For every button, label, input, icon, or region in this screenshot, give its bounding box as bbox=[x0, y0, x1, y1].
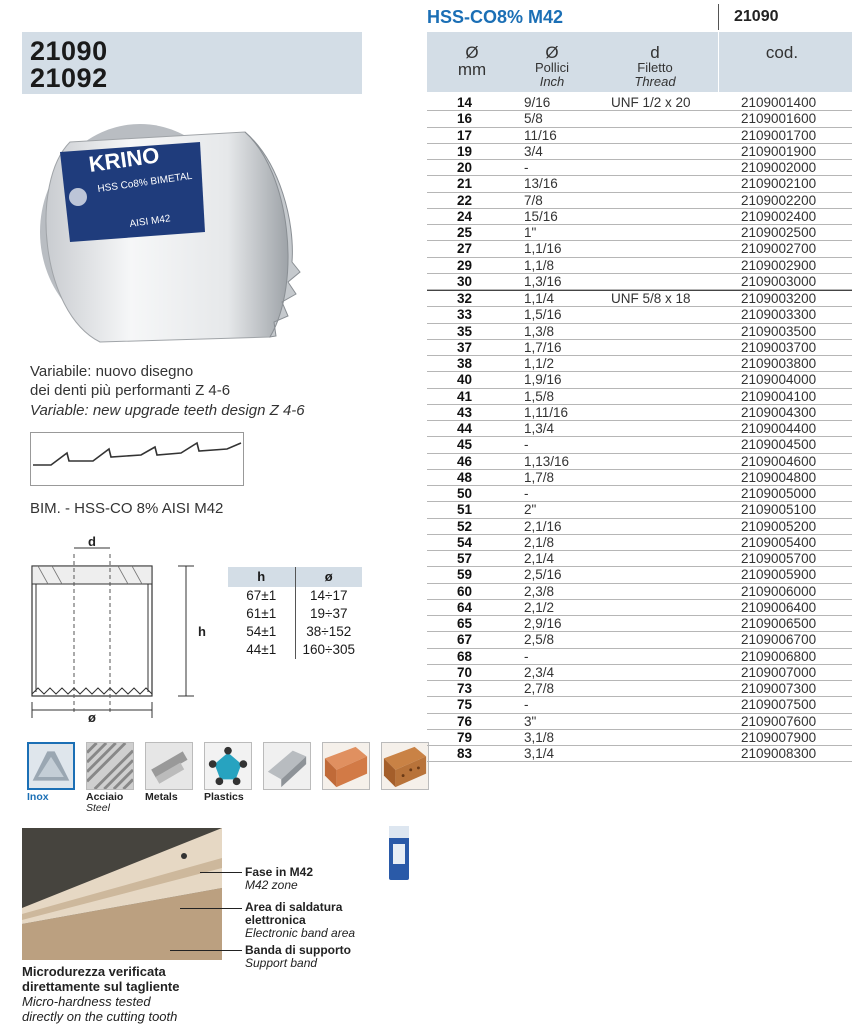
diameter-inch: 2,9/16 bbox=[524, 616, 562, 631]
dim-h: 44±1 bbox=[228, 641, 296, 659]
plastics-label: Plastics bbox=[204, 791, 244, 803]
note-band-area bbox=[245, 901, 355, 940]
dim-h: 67±1 bbox=[228, 587, 296, 605]
product-code: 2109006700 bbox=[741, 632, 817, 648]
product-code: 2109005100 bbox=[741, 502, 817, 518]
table-series-code: 21090 bbox=[734, 8, 779, 25]
product-code: 2109006800 bbox=[741, 648, 817, 664]
diameter-mm: 30 bbox=[457, 273, 473, 289]
dim-label-d: d bbox=[88, 534, 96, 549]
diameter-inch: 1,5/16 bbox=[524, 307, 562, 323]
micro-en-2: directly on the cutting tooth bbox=[22, 1009, 178, 1024]
header-c3-symbol: d bbox=[650, 43, 660, 62]
product-code-2: 21092 bbox=[30, 63, 108, 93]
product-code: 2109004800 bbox=[741, 469, 817, 485]
table-row bbox=[427, 405, 852, 421]
diameter-inch: 9/16 bbox=[524, 95, 551, 110]
diameter-mm: 70 bbox=[457, 664, 473, 680]
product-code: 2109002000 bbox=[741, 160, 817, 175]
diameter-mm: 75 bbox=[457, 697, 473, 713]
dim-range: 19÷37 bbox=[310, 606, 348, 621]
diameter-mm: 43 bbox=[457, 404, 473, 420]
product-code: 2109001400 bbox=[741, 95, 817, 110]
header-thread bbox=[597, 44, 713, 89]
chipboard-icon bbox=[381, 742, 429, 790]
header-diameter-mm bbox=[437, 44, 507, 78]
diameter-mm: 37 bbox=[457, 339, 473, 355]
diameter-mm: 64 bbox=[457, 599, 473, 615]
product-code: 2109002900 bbox=[741, 257, 817, 273]
product-code: 2109004000 bbox=[741, 372, 817, 388]
header-c3-en: Thread bbox=[634, 74, 676, 89]
table-row bbox=[427, 632, 852, 648]
product-code: 2109006500 bbox=[741, 616, 817, 631]
table-row bbox=[427, 665, 852, 681]
product-code: 2109005200 bbox=[741, 518, 817, 534]
blade-closeup-photo bbox=[22, 828, 222, 960]
header-divider bbox=[718, 32, 719, 92]
diameter-inch: 2,5/8 bbox=[524, 632, 555, 648]
table-row bbox=[427, 111, 852, 127]
teeth-description-en: Variable: new upgrade teeth design Z 4-6 bbox=[30, 402, 305, 419]
diameter-inch: 2,1/8 bbox=[524, 534, 555, 550]
table-row bbox=[427, 681, 852, 697]
table-row bbox=[427, 600, 852, 616]
brand-logo-text: KRINO bbox=[87, 142, 161, 177]
table-row bbox=[427, 746, 852, 762]
table-row bbox=[427, 567, 852, 583]
product-code: 2109003700 bbox=[741, 339, 817, 355]
diameter-mm: 73 bbox=[457, 681, 473, 696]
diameter-mm: 41 bbox=[457, 388, 473, 404]
diameter-mm: 44 bbox=[457, 421, 473, 436]
diameter-inch: 11/16 bbox=[524, 127, 557, 143]
steel-label-it: Acciaio bbox=[86, 791, 124, 803]
diameter-inch: 1" bbox=[524, 225, 537, 240]
product-code: 2109001900 bbox=[741, 143, 817, 159]
table-row bbox=[427, 454, 852, 470]
table-row bbox=[427, 649, 852, 665]
diameter-inch: 2,5/16 bbox=[524, 567, 562, 583]
table-row bbox=[427, 356, 852, 372]
table-row bbox=[427, 241, 852, 257]
diameter-mm: 51 bbox=[457, 502, 473, 518]
diameter-inch: 3" bbox=[524, 713, 537, 729]
product-code: 2109003000 bbox=[741, 273, 817, 289]
product-grade-text: AISI M42 bbox=[128, 213, 172, 230]
diameter-mm: 57 bbox=[457, 551, 473, 566]
table-row bbox=[427, 616, 852, 632]
diameter-inch: - bbox=[524, 160, 529, 175]
diameter-mm: 16 bbox=[457, 111, 473, 127]
diameter-inch: - bbox=[524, 486, 529, 501]
diameter-inch: 3/4 bbox=[524, 143, 543, 159]
diameter-mm: 67 bbox=[457, 632, 473, 648]
dim-h: 54±1 bbox=[228, 623, 296, 641]
diameter-mm: 60 bbox=[457, 583, 473, 599]
table-row bbox=[427, 730, 852, 746]
note-band-it-1: Area di saldatura bbox=[245, 900, 343, 914]
diameter-mm: 22 bbox=[457, 192, 473, 208]
product-code: 2109008300 bbox=[741, 746, 817, 761]
product-code: 2109007500 bbox=[741, 697, 817, 713]
diameter-inch: 1,1/4 bbox=[524, 291, 555, 306]
table-row bbox=[427, 160, 852, 176]
diameter-mm: 20 bbox=[457, 160, 473, 175]
header-c2-en: Inch bbox=[539, 74, 565, 89]
note-support-it: Banda di supporto bbox=[245, 943, 351, 957]
micro-it-1: Microdurezza verificata bbox=[22, 964, 166, 979]
product-code: 2109001600 bbox=[741, 111, 817, 127]
product-code: 2109004300 bbox=[741, 404, 817, 420]
inox-icon bbox=[27, 742, 75, 790]
steel-label bbox=[86, 792, 123, 814]
thread: UNF 1/2 x 20 bbox=[611, 95, 691, 110]
package-icon bbox=[385, 822, 413, 882]
product-code: 2109002200 bbox=[741, 192, 817, 208]
dimension-table bbox=[228, 567, 362, 659]
teeth-profile-diagram bbox=[30, 432, 244, 486]
diameter-inch: 1,13/16 bbox=[524, 453, 570, 469]
diameter-mm: 27 bbox=[457, 241, 473, 257]
table-row bbox=[427, 389, 852, 405]
diameter-inch: 1,3/8 bbox=[524, 323, 555, 339]
steel-label-en: Steel bbox=[86, 802, 110, 814]
table-row bbox=[427, 290, 852, 307]
hole-saw-image bbox=[30, 112, 310, 352]
product-code: 2109002700 bbox=[741, 241, 817, 257]
header-c2-it: Pollici bbox=[535, 60, 569, 75]
product-code: 2109003800 bbox=[741, 356, 817, 371]
note-support-en: Support band bbox=[245, 956, 318, 970]
dimension-drawing bbox=[22, 532, 222, 722]
product-code: 2109001700 bbox=[741, 127, 817, 143]
dim-h: 61±1 bbox=[228, 605, 296, 623]
table-row bbox=[427, 437, 852, 453]
diameter-mm: 76 bbox=[457, 713, 473, 729]
product-code: 2109004500 bbox=[741, 437, 817, 453]
diameter-inch: 3,1/8 bbox=[524, 729, 555, 745]
dim-range: 14÷17 bbox=[310, 588, 348, 603]
table-row bbox=[427, 209, 852, 225]
table-row bbox=[427, 176, 852, 192]
dimension-row bbox=[228, 623, 362, 641]
material-spec: BIM. - HSS-CO 8% AISI M42 bbox=[30, 500, 224, 517]
note-m42-zone-en: M42 zone bbox=[245, 878, 298, 892]
diameter-inch: - bbox=[524, 437, 529, 453]
product-code: 2109004100 bbox=[741, 388, 817, 404]
diameter-inch: 5/8 bbox=[524, 111, 543, 127]
dim-header-diameter: ø bbox=[324, 569, 333, 584]
product-code: 2109004600 bbox=[741, 453, 817, 469]
dimension-row bbox=[228, 605, 362, 623]
table-title: HSS-CO8% M42 bbox=[427, 7, 564, 27]
aluminium-profile-icon bbox=[263, 742, 311, 790]
diameter-mm: 46 bbox=[457, 453, 473, 469]
table-row bbox=[427, 519, 852, 535]
dim-header-h: h bbox=[228, 567, 296, 587]
dim-range: 160÷305 bbox=[302, 642, 355, 657]
header-c4: cod. bbox=[765, 43, 799, 62]
diameter-inch: 1,3/16 bbox=[524, 273, 562, 289]
product-code: 2109007600 bbox=[741, 713, 817, 729]
table-row bbox=[427, 324, 852, 340]
diameter-mm: 48 bbox=[457, 469, 473, 485]
dim-label-diameter: ø bbox=[88, 710, 96, 722]
diameter-mm: 35 bbox=[457, 323, 473, 339]
diameter-inch: 1,7/16 bbox=[524, 339, 562, 355]
diameter-inch: 15/16 bbox=[524, 208, 558, 224]
dimension-row bbox=[228, 641, 362, 659]
diameter-inch: 1,7/8 bbox=[524, 469, 555, 485]
dimension-table-header bbox=[228, 567, 362, 587]
note-support-band bbox=[245, 944, 351, 970]
desc-it-line1: Variabile: nuovo disegno bbox=[30, 363, 194, 380]
plastics-icon bbox=[204, 742, 252, 790]
table-row bbox=[427, 486, 852, 502]
note-m42-zone bbox=[245, 866, 313, 892]
note-m42-zone-it: Fase in M42 bbox=[245, 865, 314, 879]
product-code: 2109005700 bbox=[741, 551, 817, 566]
diameter-mm: 52 bbox=[457, 518, 473, 534]
title-separator bbox=[718, 4, 719, 30]
microhardness-note bbox=[22, 964, 179, 1024]
metals-label: Metals bbox=[145, 791, 178, 803]
product-code: 2109002400 bbox=[741, 208, 817, 224]
table-row bbox=[427, 697, 852, 713]
diameter-mm: 40 bbox=[457, 372, 473, 388]
diameter-mm: 83 bbox=[457, 746, 473, 761]
table-row bbox=[427, 502, 852, 518]
table-row bbox=[427, 95, 852, 111]
product-code: 2109006000 bbox=[741, 583, 817, 599]
dimension-row bbox=[228, 587, 362, 605]
table-row bbox=[427, 144, 852, 160]
note-band-en: Electronic band area bbox=[245, 926, 356, 940]
product-code: 2109003300 bbox=[741, 307, 817, 323]
inox-label: Inox bbox=[27, 791, 49, 803]
diameter-inch: 3,1/4 bbox=[524, 746, 555, 761]
product-code: 2109007900 bbox=[741, 729, 817, 745]
diameter-mm: 79 bbox=[457, 729, 473, 745]
wood-icon bbox=[322, 742, 370, 790]
product-code: 2109003500 bbox=[741, 323, 817, 339]
product-code: 2109005400 bbox=[741, 534, 817, 550]
diameter-mm: 68 bbox=[457, 648, 473, 664]
diameter-inch: 2,3/4 bbox=[524, 664, 555, 680]
table-row bbox=[427, 307, 852, 323]
table-row bbox=[427, 274, 852, 290]
diameter-mm: 32 bbox=[457, 291, 473, 306]
table-row bbox=[427, 551, 852, 567]
diameter-mm: 38 bbox=[457, 356, 473, 371]
diameter-inch: 1,3/4 bbox=[524, 421, 555, 436]
table-row bbox=[427, 128, 852, 144]
product-code: 2109003200 bbox=[741, 291, 817, 306]
diameter-inch: 13/16 bbox=[524, 176, 558, 192]
header-c3-it: Filetto bbox=[637, 60, 673, 75]
diameter-mm: 14 bbox=[457, 95, 473, 110]
product-code: 2109006400 bbox=[741, 599, 817, 615]
product-code: 2109005000 bbox=[741, 486, 817, 501]
note-band-it-2: elettronica bbox=[245, 913, 306, 927]
diameter-inch: 1,9/16 bbox=[524, 372, 562, 388]
diameter-mm: 19 bbox=[457, 143, 473, 159]
table-row bbox=[427, 714, 852, 730]
product-code: 2109007000 bbox=[741, 664, 817, 680]
diameter-mm: 50 bbox=[457, 486, 473, 501]
header-inch bbox=[507, 44, 597, 89]
product-code: 2109002100 bbox=[741, 176, 817, 192]
diameter-inch: - bbox=[524, 648, 529, 664]
table-row bbox=[427, 193, 852, 209]
diameter-inch: 2,7/8 bbox=[524, 681, 555, 696]
diameter-mm: 65 bbox=[457, 616, 473, 631]
table-row bbox=[427, 421, 852, 437]
diameter-mm: 54 bbox=[457, 534, 473, 550]
header-c1-unit: mm bbox=[457, 60, 487, 79]
diameter-mm: 45 bbox=[457, 437, 473, 453]
micro-en-1: Micro-hardness tested bbox=[22, 994, 151, 1009]
teeth-description-it bbox=[30, 362, 230, 400]
product-code: 2109005900 bbox=[741, 567, 817, 583]
table-row bbox=[427, 470, 852, 486]
diameter-inch: 2,1/16 bbox=[524, 518, 562, 534]
diameter-inch: 7/8 bbox=[524, 192, 543, 208]
table-row bbox=[427, 258, 852, 274]
header-c1-symbol: Ø bbox=[465, 43, 479, 62]
diameter-inch: 1,1/16 bbox=[524, 241, 562, 257]
table-row bbox=[427, 340, 852, 356]
diameter-inch: 1,1/2 bbox=[524, 356, 555, 371]
product-code: 2109002500 bbox=[741, 225, 817, 240]
diameter-inch: 2,1/2 bbox=[524, 599, 555, 615]
diameter-inch: 1,11/16 bbox=[524, 404, 569, 420]
diameter-mm: 24 bbox=[457, 208, 473, 224]
table-row bbox=[427, 225, 852, 241]
table-row bbox=[427, 584, 852, 600]
product-code: 2109004400 bbox=[741, 421, 817, 436]
dim-range: 38÷152 bbox=[306, 624, 352, 639]
diameter-inch: 1,1/8 bbox=[524, 257, 555, 273]
micro-it-2: direttamente sul tagliente bbox=[22, 979, 180, 994]
product-code-1: 21090 bbox=[30, 36, 108, 66]
diameter-mm: 59 bbox=[457, 567, 473, 583]
product-label-text: HSS Co8% BIMETAL bbox=[96, 170, 193, 195]
table-row bbox=[427, 372, 852, 388]
steel-icon bbox=[86, 742, 134, 790]
thread: UNF 5/8 x 18 bbox=[611, 291, 691, 306]
diameter-mm: 21 bbox=[457, 176, 473, 192]
diameter-inch: 2" bbox=[524, 502, 537, 518]
table-header bbox=[427, 32, 852, 92]
diameter-mm: 29 bbox=[457, 257, 473, 273]
metals-icon bbox=[145, 742, 193, 790]
table-row bbox=[427, 535, 852, 551]
diameter-mm: 33 bbox=[457, 307, 473, 323]
diameter-mm: 17 bbox=[457, 127, 473, 143]
dim-label-h: h bbox=[198, 624, 206, 639]
product-code: 2109007300 bbox=[741, 681, 817, 696]
diameter-inch: - bbox=[524, 697, 529, 713]
diameter-inch: 2,1/4 bbox=[524, 551, 555, 566]
diameter-inch: 2,3/8 bbox=[524, 583, 555, 599]
diameter-inch: 1,5/8 bbox=[524, 388, 555, 404]
header-code bbox=[717, 44, 847, 61]
desc-it-line2: dei denti più performanti Z 4-6 bbox=[30, 382, 231, 399]
header-c2-symbol: Ø bbox=[545, 43, 559, 62]
diameter-mm: 25 bbox=[457, 225, 473, 240]
product-table-body bbox=[427, 95, 852, 762]
